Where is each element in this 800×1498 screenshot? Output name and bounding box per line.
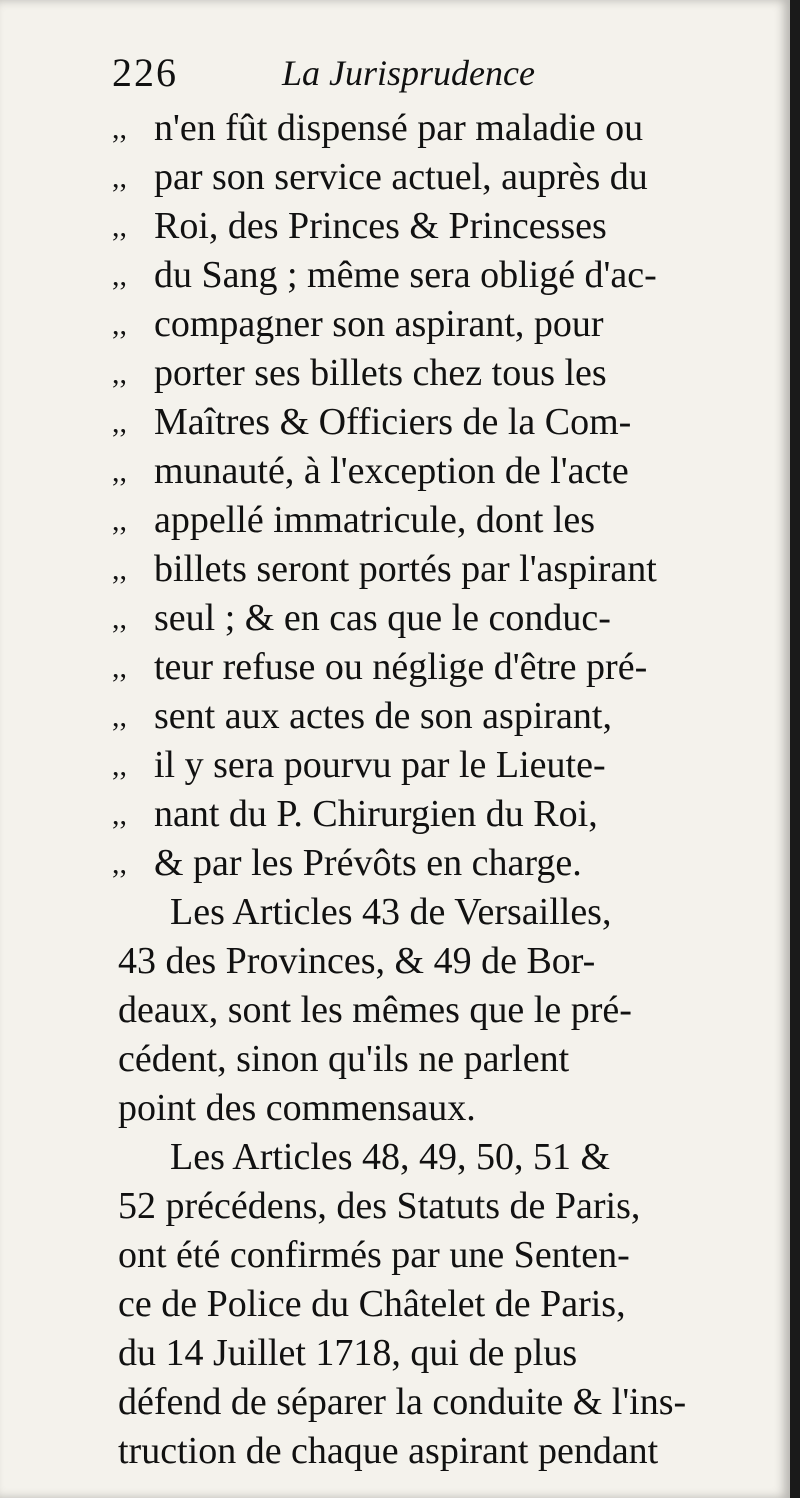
- quote-mark: ,,: [112, 847, 127, 880]
- text-line: [112, 643, 772, 692]
- line-text: cédent, sinon qu'ils ne parlent: [118, 1038, 570, 1080]
- line-text: défend de séparer la conduite & l'ins-: [118, 1381, 687, 1423]
- quote-mark: ,,: [112, 553, 127, 586]
- text-line: [112, 986, 772, 1035]
- quote-mark: ,,: [112, 161, 127, 194]
- text-line: [112, 1280, 772, 1329]
- line-text: & par les Prévôts en charge.: [154, 842, 582, 884]
- line-text: Les Articles 48, 49, 50, 51 &: [170, 1136, 611, 1178]
- quote-mark: ,,: [112, 406, 127, 439]
- line-text: 52 précédens, des Statuts de Paris,: [118, 1185, 641, 1227]
- quote-mark: ,,: [112, 700, 127, 733]
- line-text: seul ; & en cas que le conduc-: [154, 597, 611, 639]
- text-line: [112, 300, 772, 349]
- text-line: [112, 447, 772, 496]
- quote-mark: ,,: [112, 210, 127, 243]
- text-line: [112, 790, 772, 839]
- line-text: 43 des Provinces, & 49 de Bor-: [118, 940, 596, 982]
- line-text: du Sang ; même sera obligé d'ac-: [154, 254, 657, 296]
- quote-mark: ,,: [112, 651, 127, 684]
- page-edge: [790, 0, 800, 1498]
- text-line: [112, 104, 772, 153]
- line-text: deaux, sont les mêmes que le pré-: [118, 989, 632, 1031]
- text-line: [112, 1427, 772, 1476]
- text-line: [112, 1329, 772, 1378]
- running-title: La Jurisprudence: [282, 53, 535, 93]
- line-text: Maîtres & Officiers de la Com-: [154, 401, 632, 443]
- quote-mark: ,,: [112, 259, 127, 292]
- text-line: [112, 1133, 772, 1182]
- line-text: porter ses billets chez tous les: [154, 352, 607, 394]
- line-text: appellé immatricule, dont les: [154, 499, 596, 541]
- line-text: par son service actuel, auprès du: [154, 156, 648, 198]
- quote-mark: ,,: [112, 112, 127, 145]
- quote-mark: ,,: [112, 308, 127, 341]
- quote-mark: ,,: [112, 749, 127, 782]
- line-text: teur refuse ou néglige d'être pré-: [154, 646, 648, 688]
- text-line: [112, 1084, 772, 1133]
- line-text: point des commensaux.: [118, 1087, 476, 1129]
- text-line: [112, 594, 772, 643]
- line-text: munauté, à l'exception de l'acte: [154, 450, 629, 492]
- line-text: sent aux actes de son aspirant,: [154, 695, 612, 737]
- text-line: [112, 398, 772, 447]
- line-text: compagner son aspirant, pour: [154, 303, 604, 345]
- text-line: [112, 1035, 772, 1084]
- text-line: [112, 839, 772, 888]
- text-line: [112, 251, 772, 300]
- text-line: [112, 153, 772, 202]
- text-line: [112, 692, 772, 741]
- quote-mark: ,,: [112, 798, 127, 831]
- page-header: [112, 48, 572, 98]
- text-line: [112, 1378, 772, 1427]
- text-line: [112, 202, 772, 251]
- page-body: [112, 104, 772, 1476]
- text-line: [112, 496, 772, 545]
- text-line: [112, 937, 772, 986]
- line-text: ont été confirmés par une Senten-: [118, 1234, 630, 1276]
- line-text: ce de Police du Châtelet de Paris,: [118, 1283, 626, 1325]
- text-line: [112, 1231, 772, 1280]
- quote-mark: ,,: [112, 455, 127, 488]
- page-number: 226: [112, 50, 178, 95]
- line-text: du 14 Juillet 1718, qui de plus: [118, 1332, 578, 1374]
- text-line: [112, 349, 772, 398]
- line-text: nant du P. Chirurgien du Roi,: [154, 793, 598, 835]
- line-text: il y sera pourvu par le Lieute-: [154, 744, 606, 786]
- quote-mark: ,,: [112, 504, 127, 537]
- text-line: [112, 545, 772, 594]
- text-line: [112, 741, 772, 790]
- line-text: truction de chaque aspirant pendant: [118, 1430, 659, 1472]
- quote-mark: ,,: [112, 357, 127, 390]
- quote-mark: ,,: [112, 602, 127, 635]
- line-text: Les Articles 43 de Versailles,: [170, 891, 612, 933]
- text-line: [112, 1182, 772, 1231]
- line-text: n'en fût dispensé par maladie ou: [154, 107, 644, 149]
- text-line: [112, 888, 772, 937]
- line-text: billets seront portés par l'aspirant: [154, 548, 657, 590]
- line-text: Roi, des Princes & Princesses: [154, 205, 607, 247]
